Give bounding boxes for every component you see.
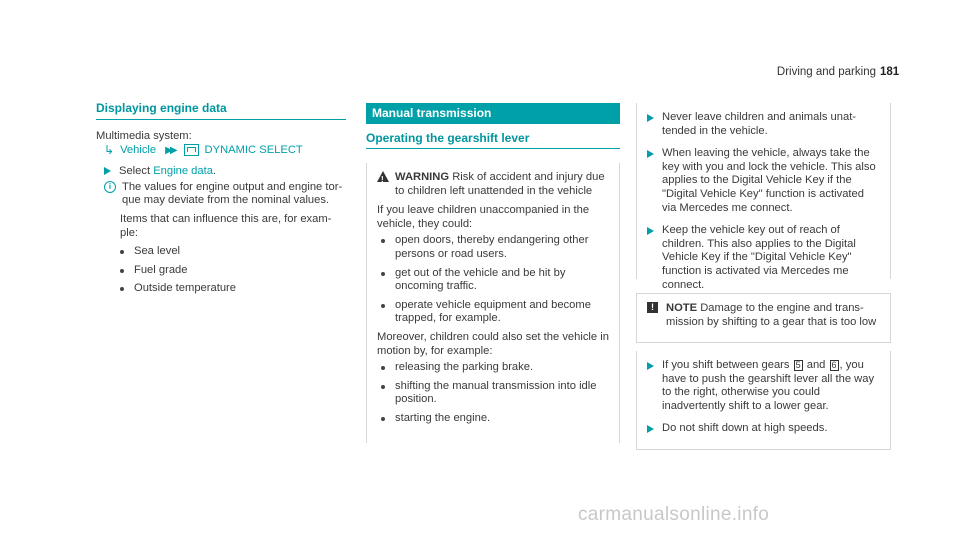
could-list xyxy=(381,234,609,326)
action-triangle-icon xyxy=(647,150,654,158)
warning-label: WARNING xyxy=(395,171,450,183)
list-item: Sea level xyxy=(120,245,346,259)
section-title: Displaying engine data xyxy=(96,101,346,120)
subtitle: Operating the gearshift lever xyxy=(366,131,620,149)
action-triangle-icon xyxy=(647,362,654,370)
note-text: Damage to the engine and trans- mission by shifting to a gear that is too low xyxy=(666,302,877,328)
multimedia-label: Multimedia system: xyxy=(96,130,192,142)
note-label: NOTE xyxy=(666,302,698,314)
influence-text: Items that can influence this are, for exam- ple: xyxy=(120,212,332,239)
moreover-text: Moreover, children could also set the vehicle in motion by, for example: xyxy=(377,330,609,357)
action-triangle-icon xyxy=(647,114,654,122)
gear-6-key: 6 xyxy=(831,360,837,370)
warning-text: Risk of accident and injury due to children left unattended in the vehicle xyxy=(395,171,605,197)
list-item: Fuel grade xyxy=(120,264,346,278)
list-item: shifting the manual transmission into idle position. xyxy=(381,380,609,407)
list-item: Never leave children and animals unat- tended in the vehicle. xyxy=(647,111,880,138)
info-note xyxy=(104,181,346,208)
gear-5-key: 5 xyxy=(795,360,801,370)
list-item: open doors, thereby endangering other persons or road users. xyxy=(381,234,609,261)
engine-data-section xyxy=(96,101,346,301)
select-instruction: Select Engine data. xyxy=(104,165,346,179)
list-item: When leaving the vehicle, always take the key with you and lock the vehicle. This also applies to the Digital Vehicle Key if the "Digital Vehicle Key" function is activated via Mercedes me connect. xyxy=(647,147,880,215)
menu-item-dynamic-select[interactable]: DYNAMIC SELECT xyxy=(204,143,303,156)
info-text: The values for engine output and engine tor- que may deviate from the nominal values. xyxy=(122,180,343,207)
watermark: carmanualsonline.info xyxy=(578,504,770,525)
leave-text: If you leave children unaccompanied in the vehicle, they could: xyxy=(377,204,590,230)
gearshift-box xyxy=(636,351,891,450)
warning-box xyxy=(366,163,620,443)
double-chevron-icon: ▶▶ xyxy=(165,144,175,156)
page-header-title: Driving and parking xyxy=(776,66,876,78)
action-triangle-icon xyxy=(104,167,111,175)
list-item: Keep the vehicle key out of reach of children. This also applies to the Digital Vehicle Key if the "Digital Vehicle Key" function is activated via Mercedes me connect. xyxy=(647,224,880,292)
list-item: Do not shift down at high speeds. xyxy=(647,422,880,436)
car-icon xyxy=(184,144,199,156)
list-item: releasing the parking brake. xyxy=(381,361,609,375)
return-arrow-icon: ↳ xyxy=(104,142,115,157)
list-item: operate vehicle equipment and become trapped, for example. xyxy=(381,299,609,326)
section-bar: Manual transmission xyxy=(366,103,620,124)
note-box xyxy=(636,293,891,343)
menu-item-vehicle[interactable]: Vehicle xyxy=(120,143,157,156)
motion-list xyxy=(381,361,609,425)
precautions-column xyxy=(636,103,891,450)
warning-triangle-icon: ! xyxy=(377,171,389,182)
page-number: 181 xyxy=(880,66,900,78)
manual-transmission-section xyxy=(366,103,620,443)
action-triangle-icon xyxy=(647,227,654,235)
list-item: starting the engine. xyxy=(381,412,609,426)
info-icon: i xyxy=(104,181,116,193)
list-item: If you shift between gears 5 and 6 , you have to push the gearshift lever all the way to the right, otherwise you could inadvertently shift to a lower gear. xyxy=(647,359,880,413)
list-item: get out of the vehicle and be hit by oncoming traffic. xyxy=(381,267,609,294)
list-item: Outside temperature xyxy=(120,282,346,296)
warning-continuation-box xyxy=(636,103,891,291)
note-icon: ! xyxy=(647,302,658,313)
menu-path xyxy=(104,144,346,158)
warning-header xyxy=(377,171,609,198)
engine-data-link[interactable]: Engine data xyxy=(153,165,213,178)
action-triangle-icon xyxy=(647,425,654,433)
influence-list xyxy=(120,245,346,296)
